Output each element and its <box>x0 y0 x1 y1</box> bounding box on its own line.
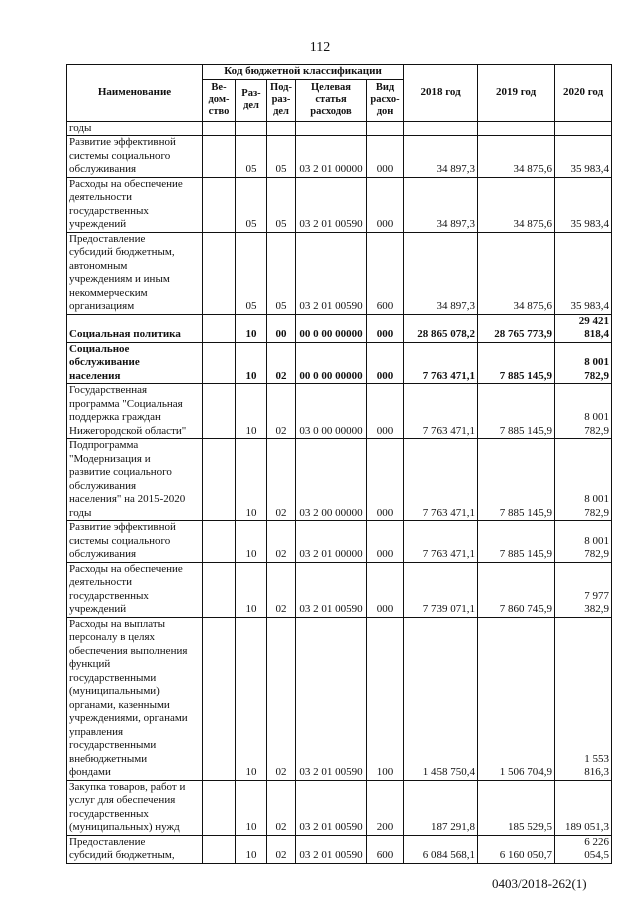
cell-name: Расходы на обеспечение деятельности государственных учреждений <box>67 177 203 232</box>
cell-2018: 7 763 471,1 <box>404 342 478 384</box>
cell-2019: 7 885 145,9 <box>478 439 555 521</box>
cell-vid: 000 <box>367 177 404 232</box>
cell-podrazdel: 02 <box>267 439 296 521</box>
header-vid: Вид расхо- дон <box>367 79 404 121</box>
cell-vid: 000 <box>367 439 404 521</box>
cell-2019: 7 885 145,9 <box>478 521 555 563</box>
cell-2018: 7 763 471,1 <box>404 521 478 563</box>
cell-vid: 000 <box>367 521 404 563</box>
cell-2018: 34 897,3 <box>404 232 478 314</box>
cell-ved <box>203 562 236 617</box>
cell-2020: 8 001 782,9 <box>555 439 612 521</box>
cell-2020: 35 983,4 <box>555 177 612 232</box>
cell-2020: 8 001 782,9 <box>555 384 612 439</box>
cell-2018: 6 084 568,1 <box>404 835 478 863</box>
cell-2020: 189 051,3 <box>555 780 612 835</box>
cell-ved <box>203 314 236 342</box>
table-row <box>67 232 612 314</box>
cell-name: Социальная политика <box>67 314 203 342</box>
header-podrazdel: Под- раз- дел <box>267 79 296 121</box>
cell-csr: 03 2 00 00000 <box>296 439 367 521</box>
cell-razdel: 10 <box>236 562 267 617</box>
cell-razdel: 10 <box>236 384 267 439</box>
cell-2019: 28 765 773,9 <box>478 314 555 342</box>
cell-name: Предоставление субсидий бюджетным, <box>67 835 203 863</box>
cell-podrazdel <box>267 121 296 136</box>
cell-2018 <box>404 121 478 136</box>
cell-csr: 03 2 01 00590 <box>296 232 367 314</box>
budget-table <box>66 64 612 864</box>
cell-2018: 187 291,8 <box>404 780 478 835</box>
cell-name: Подпрограмма "Модернизация и развитие социального обслуживания населения" на 2015-2020 годы <box>67 439 203 521</box>
cell-vid: 000 <box>367 342 404 384</box>
cell-vid: 100 <box>367 617 404 780</box>
cell-csr: 03 2 01 00590 <box>296 780 367 835</box>
header-year-2020: 2020 год <box>555 65 612 122</box>
cell-name: Развитие эффективной системы социального обслуживания <box>67 136 203 178</box>
header-year-2019: 2019 год <box>478 65 555 122</box>
cell-name: годы <box>67 121 203 136</box>
cell-2020: 6 226 054,5 <box>555 835 612 863</box>
table-row <box>67 835 612 863</box>
cell-csr: 03 2 01 00590 <box>296 177 367 232</box>
cell-csr: 00 0 00 00000 <box>296 314 367 342</box>
table-row <box>67 121 612 136</box>
cell-ved <box>203 177 236 232</box>
cell-2019: 34 875,6 <box>478 136 555 178</box>
cell-2020: 1 553 816,3 <box>555 617 612 780</box>
table-row <box>67 521 612 563</box>
cell-csr: 03 2 01 00000 <box>296 521 367 563</box>
cell-podrazdel: 02 <box>267 617 296 780</box>
cell-csr: 03 2 01 00590 <box>296 617 367 780</box>
cell-2019: 185 529,5 <box>478 780 555 835</box>
cell-ved <box>203 342 236 384</box>
cell-razdel: 10 <box>236 835 267 863</box>
cell-2019 <box>478 121 555 136</box>
cell-2020: 8 001 782,9 <box>555 521 612 563</box>
cell-vid: 000 <box>367 562 404 617</box>
cell-2018: 7 739 071,1 <box>404 562 478 617</box>
cell-razdel: 10 <box>236 521 267 563</box>
cell-2020: 7 977 382,9 <box>555 562 612 617</box>
cell-ved <box>203 384 236 439</box>
document-code: 0403/2018-262(1) <box>492 876 587 891</box>
cell-name: Развитие эффективной системы социального обслуживания <box>67 521 203 563</box>
cell-razdel: 10 <box>236 314 267 342</box>
cell-podrazdel: 02 <box>267 562 296 617</box>
cell-ved <box>203 136 236 178</box>
cell-2019: 6 160 050,7 <box>478 835 555 863</box>
cell-name: Предоставление субсидий бюджетным, автономным учреждениям и иным некоммерческим организациям <box>67 232 203 314</box>
cell-podrazdel: 05 <box>267 177 296 232</box>
cell-2020: 35 983,4 <box>555 136 612 178</box>
cell-vid: 000 <box>367 384 404 439</box>
cell-vid: 000 <box>367 314 404 342</box>
cell-2020: 35 983,4 <box>555 232 612 314</box>
cell-2018: 34 897,3 <box>404 177 478 232</box>
table-row <box>67 342 612 384</box>
cell-name: Расходы на выплаты персоналу в целях обеспечения выполнения функций государственными (муниципальными) органами, казенными учреждениями, органами управления государственными внебюджетными фондами <box>67 617 203 780</box>
cell-podrazdel: 02 <box>267 342 296 384</box>
cell-razdel: 10 <box>236 617 267 780</box>
cell-podrazdel: 02 <box>267 780 296 835</box>
cell-ved <box>203 835 236 863</box>
cell-ved <box>203 121 236 136</box>
table-row <box>67 617 612 780</box>
cell-name: Расходы на обеспечение деятельности государственных учреждений <box>67 562 203 617</box>
cell-csr <box>296 121 367 136</box>
cell-razdel: 05 <box>236 177 267 232</box>
cell-vid: 200 <box>367 780 404 835</box>
cell-2020: 29 421 818,4 <box>555 314 612 342</box>
cell-vid <box>367 121 404 136</box>
header-csr: Целевая статья расходов <box>296 79 367 121</box>
cell-name: Государственная программа "Социальная поддержка граждан Нижегородской области" <box>67 384 203 439</box>
cell-name: Закупка товаров, работ и услуг для обеспечения государственных (муниципальных) нужд <box>67 780 203 835</box>
header-group: Код бюджетной классификации <box>203 65 404 80</box>
cell-2019: 34 875,6 <box>478 177 555 232</box>
header-razdel: Раз- дел <box>236 79 267 121</box>
cell-2019: 7 860 745,9 <box>478 562 555 617</box>
cell-ved <box>203 439 236 521</box>
cell-podrazdel: 00 <box>267 314 296 342</box>
cell-razdel: 10 <box>236 342 267 384</box>
header-year-2018: 2018 год <box>404 65 478 122</box>
cell-vid: 600 <box>367 232 404 314</box>
header-name: Наименование <box>67 65 203 122</box>
page-number: 112 <box>309 40 331 55</box>
table-row <box>67 177 612 232</box>
table-row <box>67 384 612 439</box>
cell-2018: 1 458 750,4 <box>404 617 478 780</box>
cell-podrazdel: 02 <box>267 835 296 863</box>
cell-razdel: 05 <box>236 232 267 314</box>
cell-csr: 03 2 01 00590 <box>296 835 367 863</box>
cell-razdel: 05 <box>236 136 267 178</box>
cell-2020 <box>555 121 612 136</box>
cell-vid: 000 <box>367 136 404 178</box>
cell-2019: 34 875,6 <box>478 232 555 314</box>
cell-ved <box>203 617 236 780</box>
cell-csr: 03 0 00 00000 <box>296 384 367 439</box>
cell-podrazdel: 05 <box>267 232 296 314</box>
cell-2018: 34 897,3 <box>404 136 478 178</box>
table-row <box>67 314 612 342</box>
cell-ved <box>203 780 236 835</box>
cell-podrazdel: 02 <box>267 384 296 439</box>
cell-csr: 00 0 00 00000 <box>296 342 367 384</box>
table-row <box>67 780 612 835</box>
cell-vid: 600 <box>367 835 404 863</box>
cell-podrazdel: 02 <box>267 521 296 563</box>
cell-2018: 7 763 471,1 <box>404 384 478 439</box>
cell-razdel: 10 <box>236 780 267 835</box>
cell-csr: 03 2 01 00590 <box>296 562 367 617</box>
cell-razdel <box>236 121 267 136</box>
cell-csr: 03 2 01 00000 <box>296 136 367 178</box>
header-ved: Ве- дом- ство <box>203 79 236 121</box>
cell-ved <box>203 521 236 563</box>
cell-2018: 28 865 078,2 <box>404 314 478 342</box>
cell-2019: 7 885 145,9 <box>478 342 555 384</box>
cell-2020: 8 001 782,9 <box>555 342 612 384</box>
table-row <box>67 439 612 521</box>
cell-2019: 1 506 704,9 <box>478 617 555 780</box>
cell-2018: 7 763 471,1 <box>404 439 478 521</box>
cell-razdel: 10 <box>236 439 267 521</box>
table-row <box>67 562 612 617</box>
cell-podrazdel: 05 <box>267 136 296 178</box>
cell-name: Социальное обслуживание населения <box>67 342 203 384</box>
table-row <box>67 136 612 178</box>
cell-ved <box>203 232 236 314</box>
cell-2019: 7 885 145,9 <box>478 384 555 439</box>
